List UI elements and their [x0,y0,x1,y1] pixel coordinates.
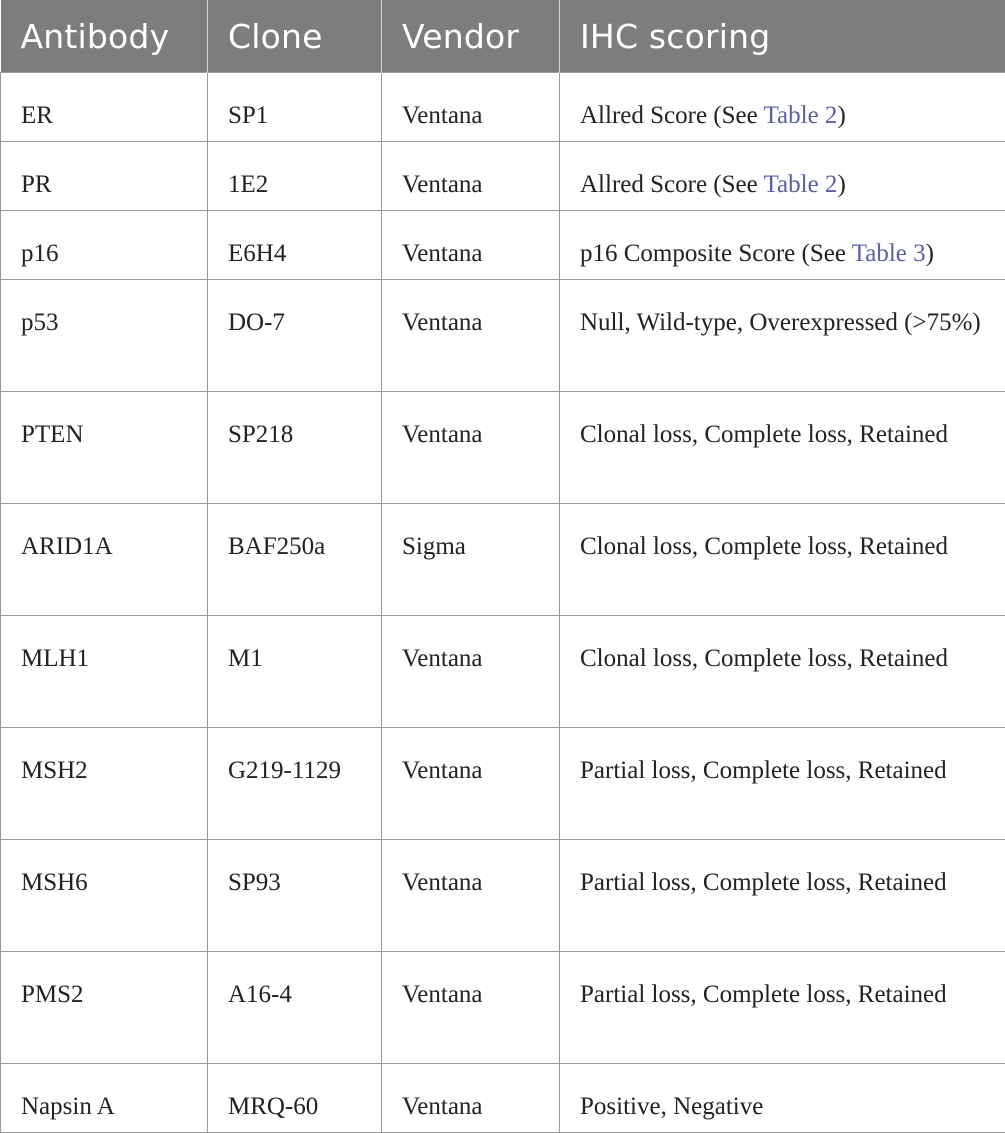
cell-clone: SP93 [208,840,382,952]
cell-antibody: MSH2 [1,728,208,840]
cell-ihc-scoring: Clonal loss, Complete loss, Retained [560,392,1005,504]
cell-ihc-scoring: Allred Score (See Table 2) [560,142,1005,211]
table-body [1,73,1005,1133]
table-row [1,616,1005,728]
table-row [1,504,1005,616]
cell-ihc-scoring: Clonal loss, Complete loss, Retained [560,616,1005,728]
cell-vendor: Ventana [382,616,560,728]
cell-vendor: Sigma [382,504,560,616]
header-row [1,0,1005,73]
cell-ihc-scoring: Positive, Negative [560,1064,1005,1133]
cell-clone: DO-7 [208,280,382,392]
cell-clone: G219-1129 [208,728,382,840]
cell-ihc-scoring: Allred Score (See Table 2) [560,73,1005,142]
cell-clone: MRQ-60 [208,1064,382,1133]
cell-vendor: Ventana [382,211,560,280]
cell-vendor: Ventana [382,142,560,211]
cell-antibody: ER [1,73,208,142]
table-row [1,728,1005,840]
table-row [1,952,1005,1064]
cell-antibody: PR [1,142,208,211]
cell-ihc-scoring: Clonal loss, Complete loss, Retained [560,504,1005,616]
cell-clone: M1 [208,616,382,728]
cell-vendor: Ventana [382,840,560,952]
table-row [1,73,1005,142]
table-row [1,211,1005,280]
cell-vendor: Ventana [382,728,560,840]
cell-vendor: Ventana [382,1064,560,1133]
table-reference-link[interactable]: Table 2 [764,102,838,129]
table-header [1,0,1005,73]
cell-clone: A16-4 [208,952,382,1064]
cell-vendor: Ventana [382,280,560,392]
table-row [1,280,1005,392]
cell-vendor: Ventana [382,952,560,1064]
cell-ihc-scoring: Partial loss, Complete loss, Retained [560,840,1005,952]
cell-ihc-scoring: Partial loss, Complete loss, Retained [560,728,1005,840]
cell-ihc-scoring: Null, Wild-type, Overexpressed (>75%) [560,280,1005,392]
cell-clone: 1E2 [208,142,382,211]
cell-vendor: Ventana [382,73,560,142]
table-row [1,142,1005,211]
cell-ihc-scoring: Partial loss, Complete loss, Retained [560,952,1005,1064]
header-vendor: Vendor [382,0,560,73]
cell-vendor: Ventana [382,392,560,504]
cell-clone: SP218 [208,392,382,504]
cell-antibody: MSH6 [1,840,208,952]
table-row [1,840,1005,952]
table-reference-link[interactable]: Table 2 [764,171,838,198]
table-row [1,392,1005,504]
header-ihc-scoring: IHC scoring [560,0,1005,73]
table-reference-link[interactable]: Table 3 [852,240,926,267]
cell-ihc-scoring: p16 Composite Score (See Table 3) [560,211,1005,280]
cell-clone: E6H4 [208,211,382,280]
cell-antibody: p16 [1,211,208,280]
header-antibody: Antibody [1,0,208,73]
cell-clone: SP1 [208,73,382,142]
cell-antibody: ARID1A [1,504,208,616]
cell-clone: BAF250a [208,504,382,616]
header-clone: Clone [208,0,382,73]
cell-antibody: p53 [1,280,208,392]
cell-antibody: PTEN [1,392,208,504]
cell-antibody: PMS2 [1,952,208,1064]
cell-antibody: MLH1 [1,616,208,728]
cell-antibody: Napsin A [1,1064,208,1133]
table-row [1,1064,1005,1133]
